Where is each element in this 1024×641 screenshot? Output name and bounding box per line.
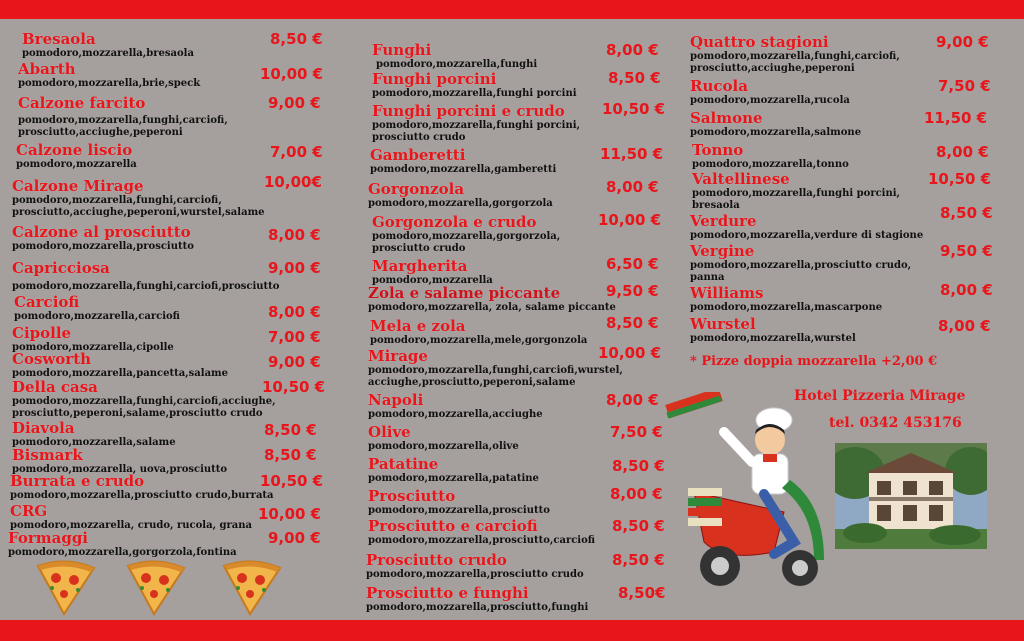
- top-red-band: [0, 0, 1024, 19]
- pizza-price: 8,50 €: [612, 457, 665, 475]
- menu-item: [368, 392, 662, 421]
- pizza-ingredients: pomodoro,mozzarella,rucola: [690, 95, 850, 106]
- pizza-price: 10,50 €: [602, 100, 666, 118]
- pizza-name: Cosworth: [12, 350, 92, 368]
- pizza-ingredients: pomodoro,mozzarella,mascarpone: [690, 302, 883, 313]
- pizza-ingredients: pomodoro,mozzarella,verdure di stagione: [690, 230, 924, 241]
- pizza-delivery-mascot-icon: [664, 392, 834, 592]
- menu-item: [690, 78, 1000, 107]
- pizza-name: Calzone al prosciutto: [12, 223, 191, 241]
- pizza-ingredients: pomodoro,mozzarella,funghi,carciofi, prosciutto,acciughe,peperoni,wurstel,salame: [12, 195, 265, 218]
- pizza-ingredients: pomodoro,mozzarella,olive: [368, 441, 519, 452]
- pizza-price: 9,00 €: [268, 94, 321, 112]
- menu-item: [12, 420, 322, 449]
- pizza-name: Della casa: [12, 378, 98, 396]
- pizza-price: 7,50 €: [938, 77, 991, 95]
- pizza-name: Mirage: [368, 347, 428, 365]
- hotel-phone: tel. 0342 453176: [829, 415, 962, 431]
- pizza-ingredients: pomodoro,mozzarella,gorgorzola, prosciutto crudo: [372, 231, 561, 254]
- menu-item: [12, 260, 322, 293]
- menu-item: [368, 178, 662, 210]
- menu-item: [368, 344, 662, 389]
- pizza-name: Rucola: [690, 77, 748, 95]
- pizza-name: Bresaola: [22, 30, 96, 48]
- double-mozzarella-note: * Pizze doppia mozzarella +2,00 €: [690, 354, 938, 369]
- pizza-name: Prosciutto crudo: [366, 551, 507, 569]
- pizza-price: 8,50 €: [608, 69, 661, 87]
- pizza-price: 8,50 €: [606, 314, 659, 332]
- menu-item: [16, 142, 322, 171]
- pizza-price: 10,50 €: [260, 472, 324, 490]
- menu-item: [692, 142, 1000, 171]
- pizza-name: Funghi porcini: [372, 70, 497, 88]
- pizza-slice-icon: [124, 560, 188, 616]
- pizza-price: 8,00 €: [606, 178, 659, 196]
- pizza-price: 8,50 €: [940, 204, 993, 222]
- pizza-ingredients: pomodoro,mozzarella,funghi porcini: [372, 88, 577, 99]
- pizza-price: 8,00 €: [938, 317, 991, 335]
- pizza-ingredients: pomodoro,mozzarella,bresaola: [22, 48, 194, 59]
- pizza-price: 10,00 €: [260, 65, 324, 83]
- pizza-price: 9,00 €: [268, 259, 321, 277]
- pizza-price: 10,00 €: [598, 344, 662, 362]
- pizza-ingredients: pomodoro,mozzarella, crudo, rucola, grana: [10, 520, 253, 531]
- menu-item: [690, 110, 1000, 139]
- pizza-name: Prosciutto: [368, 487, 456, 505]
- pizza-name: Calzone Mirage: [12, 177, 144, 195]
- pizza-name: Salmone: [690, 109, 763, 127]
- pizza-name: Vergine: [690, 242, 755, 260]
- menu-item: [368, 282, 662, 314]
- menu-item: [14, 294, 322, 323]
- pizza-price: 7,00 €: [270, 143, 323, 161]
- pizza-price: 11,50 €: [924, 109, 988, 127]
- menu-item: [8, 530, 322, 559]
- menu-item: [18, 95, 322, 139]
- pizza-ingredients: pomodoro,mozzarella,gamberetti: [370, 164, 557, 175]
- pizza-name: CRG: [10, 502, 48, 520]
- pizza-name: Gamberetti: [370, 146, 466, 164]
- pizza-name: Cipolle: [12, 324, 72, 342]
- menu-item: [690, 204, 1000, 242]
- pizza-name: Quattro stagioni: [690, 33, 829, 51]
- pizza-price: 8,50 €: [612, 551, 665, 569]
- pizza-price: 8,00 €: [268, 303, 321, 321]
- pizza-price: 8,00 €: [606, 391, 659, 409]
- pizza-price: 8,00 €: [936, 143, 989, 161]
- pizza-price: 10,00€: [264, 173, 322, 191]
- pizza-price: 8,50 €: [612, 517, 665, 535]
- menu-item: [368, 485, 663, 517]
- pizza-price: 8,50 €: [270, 30, 323, 48]
- pizza-price: 7,50 €: [610, 423, 663, 441]
- pizza-price: 8,00 €: [940, 281, 993, 299]
- pizza-price: 10,50 €: [928, 170, 992, 188]
- pizza-ingredients: pomodoro,mozzarella,salame: [12, 437, 176, 448]
- hotel-name: Hotel Pizzeria Mirage: [794, 388, 966, 404]
- pizza-name: Prosciutto e carciofi: [368, 517, 538, 535]
- pizza-ingredients: pomodoro,mozzarella,prosciutto: [12, 241, 194, 252]
- menu-item: [368, 517, 665, 547]
- menu-item: [10, 503, 322, 532]
- pizza-name: Gorgonzola: [368, 180, 465, 198]
- pizza-name: Formaggi: [8, 529, 89, 547]
- pizza-slice-icon: [34, 560, 98, 616]
- menu-item: [372, 211, 662, 255]
- pizza-ingredients: pomodoro,mozzarella,funghi: [376, 59, 538, 70]
- pizza-name: Funghi porcini e crudo: [372, 102, 565, 120]
- menu-item: [366, 551, 665, 581]
- menu-item: [368, 455, 665, 485]
- pizza-price: 8,50 €: [264, 446, 317, 464]
- menu-item: [12, 351, 322, 380]
- pizza-ingredients: pomodoro,mozzarella,salmone: [690, 127, 862, 138]
- pizza-ingredients: pomodoro,mozzarella,gorgorzola: [368, 198, 553, 209]
- pizza-ingredients: pomodoro,mozzarella,prosciutto: [368, 505, 550, 516]
- pizza-price: 9,00 €: [936, 33, 989, 51]
- pizza-name: Verdure: [690, 212, 757, 230]
- pizza-price: 11,50 €: [600, 145, 664, 163]
- pizza-ingredients: pomodoro,mozzarella,prosciutto crudo, panna: [690, 260, 912, 283]
- pizza-name: Williams: [690, 284, 764, 302]
- menu-item: [690, 243, 1000, 284]
- pizza-ingredients: pomodoro,mozzarella,funghi porcini, prosciutto crudo: [372, 120, 581, 143]
- menu-item: [10, 473, 322, 502]
- pizza-price: 8,00 €: [606, 41, 659, 59]
- menu-item: [372, 100, 666, 144]
- pizza-price: 9,50 €: [606, 282, 659, 300]
- menu-item: [690, 281, 1000, 314]
- pizza-price: 8,00 €: [268, 226, 321, 244]
- menu-item: [368, 424, 662, 453]
- pizza-name: Olive: [368, 423, 411, 441]
- pizza-ingredients: pomodoro,mozzarella,cipolle: [12, 342, 174, 353]
- menu-item: [366, 584, 666, 614]
- pizza-name: Diavola: [12, 419, 75, 437]
- pizza-ingredients: pomodoro,mozzarella,prosciutto crudo: [366, 569, 584, 580]
- pizza-price: 8,50€: [618, 584, 666, 602]
- pizza-price: 10,50 €: [262, 378, 326, 396]
- pizza-name: Prosciutto e funghi: [366, 584, 529, 602]
- menu-item: [22, 31, 322, 60]
- pizza-slice-icon: [220, 560, 284, 616]
- pizza-ingredients: pomodoro,mozzarella,funghi,carciofi, prosciutto,acciughe,peperoni: [690, 51, 900, 74]
- pizza-name: Patatine: [368, 455, 439, 473]
- pizza-ingredients: pomodoro,mozzarella,carciofi: [14, 311, 180, 322]
- pizza-name: Tonno: [692, 141, 744, 159]
- pizza-ingredients: pomodoro,mozzarella,acciughe: [368, 409, 543, 420]
- menu-item: [12, 224, 322, 253]
- hotel-building-photo: [835, 443, 987, 549]
- pizza-name: Burrata e crudo: [10, 472, 145, 490]
- pizza-ingredients: pomodoro,mozzarella,prosciutto,carciofi: [368, 535, 596, 546]
- menu-item: [12, 173, 322, 219]
- pizza-ingredients: pomodoro,mozzarella,funghi,carciofi,prosciutto: [12, 281, 280, 292]
- pizza-ingredients: pomodoro,mozzarella, uova,prosciutto: [12, 464, 228, 475]
- pizza-ingredients: pomodoro,mozzarella,brie,speck: [18, 78, 201, 89]
- menu-item: [12, 378, 326, 420]
- pizza-ingredients: pomodoro,mozzarella,funghi porcini, bresaola: [692, 188, 901, 211]
- menu-item: [370, 314, 662, 347]
- pizza-name: Margherita: [372, 257, 468, 275]
- pizza-price: 10,00 €: [598, 211, 662, 229]
- pizza-name: Bismark: [12, 446, 83, 464]
- pizza-name: Funghi: [372, 41, 432, 59]
- bottom-red-band: [0, 620, 1024, 641]
- pizza-ingredients: pomodoro,mozzarella,pancetta,salame: [12, 368, 228, 379]
- menu-item: [372, 42, 662, 71]
- pizza-ingredients: pomodoro,mozzarella: [16, 159, 137, 170]
- pizza-name: Mela e zola: [370, 317, 466, 335]
- menu-item: [18, 61, 322, 90]
- pizza-ingredients: pomodoro,mozzarella: [372, 275, 493, 286]
- pizza-name: Calzone liscio: [16, 141, 133, 159]
- pizza-ingredients: pomodoro,mozzarella,mele,gorgonzola: [370, 335, 588, 346]
- pizza-price: 6,50 €: [606, 255, 659, 273]
- pizza-name: Gorgonzola e crudo: [372, 213, 537, 231]
- pizza-price: 8,00 €: [610, 485, 663, 503]
- pizza-price: 7,00 €: [268, 328, 321, 346]
- pizza-ingredients: pomodoro,mozzarella,prosciutto,funghi: [366, 602, 589, 613]
- pizza-price: 10,00 €: [258, 505, 322, 523]
- pizza-ingredients: pomodoro,mozzarella,tonno: [692, 159, 849, 170]
- menu-item: [370, 147, 662, 176]
- pizza-ingredients: pomodoro,mozzarella,funghi,carciofi, prosciutto,acciughe,peperoni: [18, 115, 228, 138]
- pizza-name: Napoli: [368, 391, 424, 409]
- pizza-name: Calzone farcito: [18, 94, 146, 112]
- pizza-price: 8,50 €: [264, 421, 317, 439]
- pizza-name: Carciofi: [14, 293, 80, 311]
- menu-item: [372, 71, 662, 100]
- pizza-name: Abarth: [18, 60, 76, 78]
- pizza-ingredients: pomodoro,mozzarella,wurstel: [690, 333, 856, 344]
- pizza-name: Wurstel: [690, 315, 756, 333]
- pizza-ingredients: pomodoro,mozzarella,prosciutto crudo,burrata: [10, 490, 274, 501]
- pizza-name: Valtellinese: [692, 170, 790, 188]
- pizza-ingredients: pomodoro,mozzarella, zola, salame piccante: [368, 302, 616, 313]
- pizza-price: 9,50 €: [940, 242, 993, 260]
- pizza-name: Zola e salame piccante: [368, 284, 561, 302]
- pizza-price: 9,00 €: [268, 529, 321, 547]
- pizza-ingredients: pomodoro,mozzarella,patatine: [368, 473, 539, 484]
- pizza-price: 9,00 €: [268, 353, 321, 371]
- menu-item: [690, 316, 1000, 345]
- pizza-ingredients: pomodoro,mozzarella,funghi,carciofi,acciughe, prosciutto,peperoni,salame,prosciutto crudo: [12, 396, 276, 419]
- pizza-ingredients: pomodoro,mozzarella,funghi,carciofi,wurstel, acciughe,prosciutto,peperoni,salame: [368, 365, 623, 388]
- pizza-ingredients: pomodoro,mozzarella,gorgorzola,fontina: [8, 547, 237, 558]
- menu-item: [690, 34, 1000, 75]
- pizza-name: Capricciosa: [12, 259, 110, 277]
